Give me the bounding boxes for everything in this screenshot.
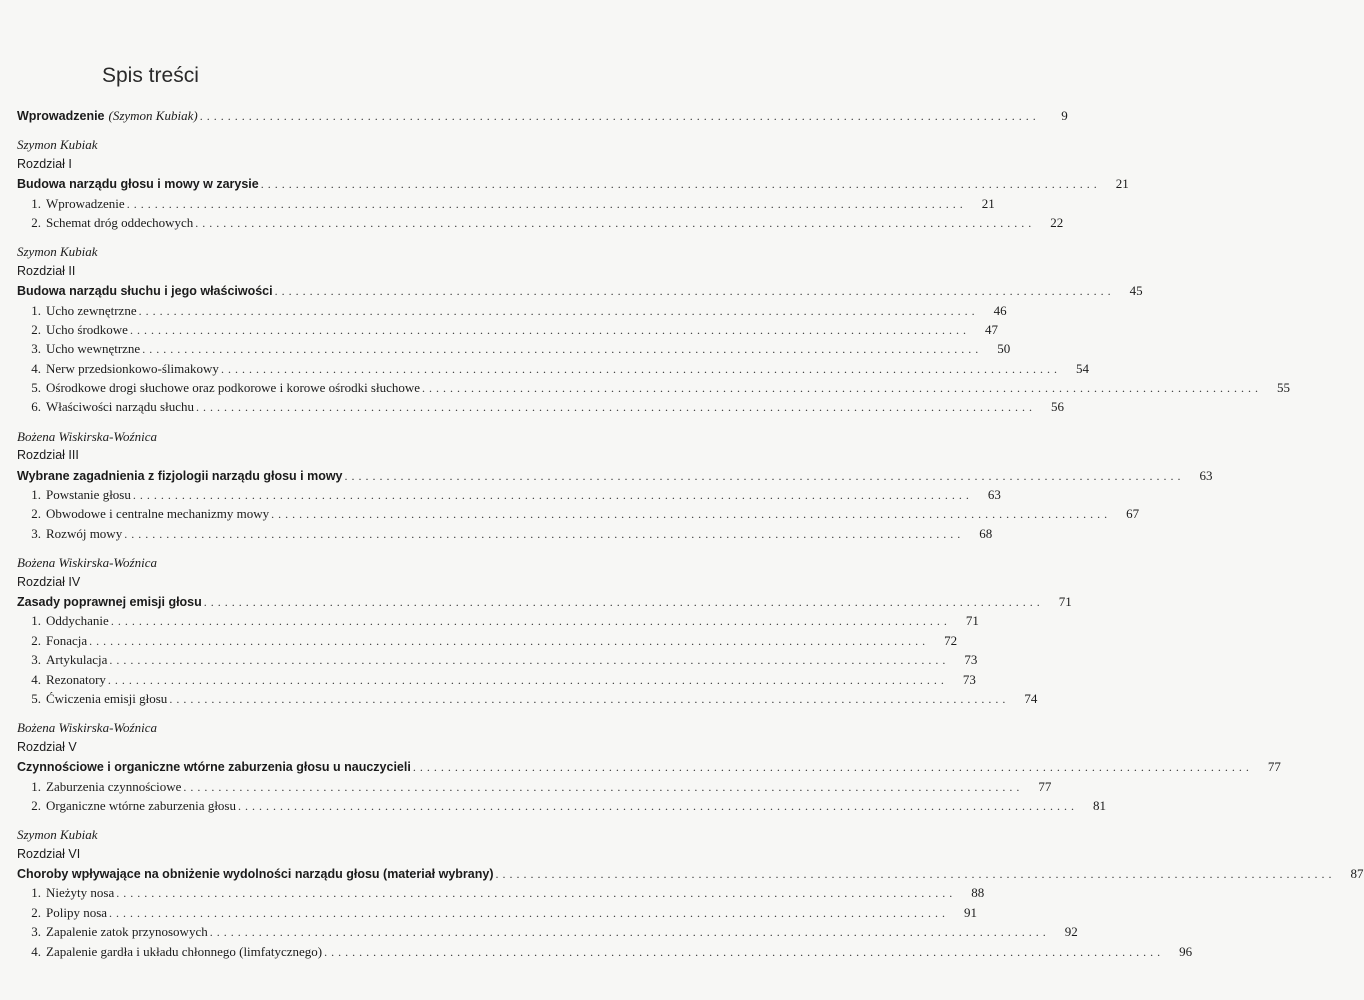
section-label bbox=[28, 301, 137, 320]
page-number: 54 bbox=[1075, 360, 1089, 376]
dot-leader: ........................................................................................................................ bbox=[169, 691, 1010, 706]
section-title: Powstanie głosu bbox=[46, 487, 131, 503]
section-number: 6. bbox=[31, 399, 41, 415]
page-number: 55 bbox=[1277, 380, 1291, 396]
section-entry[interactable] bbox=[17, 689, 1038, 708]
page-number: 71 bbox=[1058, 593, 1072, 609]
section-number: 4. bbox=[31, 671, 41, 687]
section-label bbox=[28, 378, 420, 397]
chapter-number: Rozdział V bbox=[17, 739, 77, 754]
dot-leader: ........................................................................................................................ bbox=[220, 361, 1061, 376]
chapter-title: Czynnościowe i organiczne wtórne zaburzenia głosu u nauczycieli bbox=[17, 760, 411, 775]
chapter-title-entry[interactable] bbox=[17, 592, 1072, 611]
section-title: Fonacja bbox=[46, 632, 88, 648]
section-title: Oddychanie bbox=[46, 613, 109, 629]
chapter-title-entry[interactable] bbox=[17, 466, 1213, 485]
section-number: 3. bbox=[31, 924, 41, 940]
section-title: Ćwiczenia emisji głosu bbox=[46, 690, 168, 706]
section-entry[interactable] bbox=[17, 611, 979, 630]
section-entry[interactable] bbox=[17, 504, 1140, 523]
section-label bbox=[28, 485, 131, 504]
dot-leader: ........................................................................................................................ bbox=[109, 653, 950, 668]
dot-leader: ........................................................................................................................ bbox=[238, 798, 1078, 813]
dot-leader: ........................................................................................................................ bbox=[271, 507, 1112, 522]
chapter-title-entry[interactable] bbox=[17, 281, 1143, 300]
dot-leader: ........................................................................................................................ bbox=[116, 886, 957, 901]
dot-leader: ........................................................................................................................ bbox=[324, 944, 1165, 959]
dot-leader: ........................................................................................................................ bbox=[142, 342, 983, 357]
section-title: Organiczne wtórne zaburzenia głosu bbox=[46, 797, 236, 813]
section-title: Polipy nosa bbox=[46, 904, 108, 920]
section-number: 2. bbox=[31, 214, 41, 230]
section-title: Rozwój mowy bbox=[46, 525, 123, 541]
page-number: 45 bbox=[1129, 283, 1143, 299]
page-number: 72 bbox=[944, 632, 958, 648]
section-number: 3. bbox=[31, 652, 41, 668]
chapter-title: Budowa narządu słuchu i jego właściwości bbox=[17, 284, 273, 299]
section-title: Ośrodkowe drogi słuchowe oraz podkorowe i korowe ośrodki słuchowe bbox=[46, 380, 421, 396]
dot-leader: ........................................................................................................................ bbox=[260, 177, 1101, 192]
dot-leader: ........................................................................................................................ bbox=[138, 303, 979, 318]
section-title: Rezonatory bbox=[46, 671, 106, 687]
dot-leader: ........................................................................................................................ bbox=[203, 594, 1044, 609]
section-entry[interactable] bbox=[17, 378, 1291, 397]
dot-leader: ........................................................................................................................ bbox=[274, 284, 1115, 299]
section-number: 1. bbox=[31, 778, 41, 794]
dot-leader: ........................................................................................................................ bbox=[89, 633, 930, 648]
page-number: 73 bbox=[964, 652, 978, 668]
section-label bbox=[28, 397, 194, 416]
page-number: 63 bbox=[1199, 467, 1213, 483]
section-number: 5. bbox=[31, 690, 41, 706]
dot-leader: ........................................................................................................................ bbox=[195, 215, 1036, 230]
section-number: 5. bbox=[31, 380, 41, 396]
section-title: Obwodowe i centralne mechanizmy mowy bbox=[46, 506, 270, 522]
page-number: 88 bbox=[971, 885, 985, 901]
dot-leader: ........................................................................................................................ bbox=[199, 109, 1040, 123]
section-entry[interactable] bbox=[17, 650, 978, 669]
dot-leader: ........................................................................................................................ bbox=[126, 196, 967, 211]
section-title: Właściwości narządu słuchu bbox=[46, 399, 195, 415]
section-title: Schemat dróg oddechowych bbox=[46, 214, 194, 230]
dot-leader: ........................................................................................................................ bbox=[344, 468, 1185, 483]
section-entry[interactable] bbox=[17, 320, 998, 339]
dot-leader: ........................................................................................................................ bbox=[110, 614, 951, 629]
page-number: 87 bbox=[1350, 866, 1364, 882]
section-label bbox=[28, 359, 219, 378]
section-entry[interactable] bbox=[17, 777, 1052, 796]
section-label bbox=[28, 689, 167, 708]
section-label bbox=[28, 611, 109, 630]
chapter-title: Zasady poprawnej emisji głosu bbox=[17, 594, 202, 609]
chapter-title-entry[interactable] bbox=[17, 757, 1281, 776]
section-number: 2. bbox=[31, 506, 41, 522]
section-title: Ucho środkowe bbox=[46, 321, 128, 337]
chapter-title: Wybrane zagadnienia z fizjologii narządu głosu i mowy bbox=[17, 468, 343, 483]
section-number: 2. bbox=[31, 797, 41, 813]
page-number: 73 bbox=[962, 671, 976, 687]
page-number: 21 bbox=[1115, 176, 1129, 192]
section-number: 1. bbox=[31, 613, 41, 629]
section-number: 4. bbox=[31, 360, 41, 376]
section-label bbox=[28, 942, 322, 961]
page-number: 22 bbox=[1050, 214, 1064, 230]
section-entry[interactable] bbox=[17, 903, 978, 922]
section-label bbox=[28, 524, 122, 543]
page-number: 91 bbox=[964, 904, 978, 920]
page-number: 74 bbox=[1024, 690, 1038, 706]
section-label bbox=[28, 631, 87, 650]
section-entry[interactable] bbox=[17, 631, 958, 650]
section-entry[interactable] bbox=[17, 301, 1007, 320]
section-number: 1. bbox=[31, 302, 41, 318]
chapter-number: Rozdział II bbox=[17, 263, 76, 278]
section-entry[interactable] bbox=[17, 397, 1065, 416]
chapter-number: Rozdział IV bbox=[17, 574, 81, 589]
section-title: Ucho zewnętrzne bbox=[46, 302, 137, 318]
section-title: Ucho wewnętrzne bbox=[46, 341, 141, 357]
section-title: Zapalenie gardła i układu chłonnego (limfatycznego) bbox=[46, 943, 323, 959]
section-label bbox=[28, 903, 107, 922]
page-number: 77 bbox=[1038, 778, 1052, 794]
toc-intro-entry[interactable] bbox=[17, 106, 1068, 125]
section-entry[interactable] bbox=[17, 670, 976, 689]
chapter-author: Bożena Wiskirska-Woźnica bbox=[17, 720, 157, 736]
section-title: Zaburzenia czynnościowe bbox=[46, 778, 182, 794]
chapter-author: Bożena Wiskirska-Woźnica bbox=[17, 428, 157, 444]
dot-leader: ........................................................................................................................ bbox=[422, 381, 1263, 396]
section-label bbox=[28, 670, 106, 689]
section-label bbox=[28, 883, 114, 902]
page-number: 92 bbox=[1064, 924, 1078, 940]
section-entry[interactable] bbox=[17, 524, 993, 543]
dot-leader: ........................................................................................................................ bbox=[107, 672, 948, 687]
section-title: Nieżyty nosa bbox=[46, 885, 115, 901]
chapter-author: Szymon Kubiak bbox=[17, 244, 98, 260]
section-label bbox=[28, 320, 128, 339]
chapter-author: Bożena Wiskirska-Woźnica bbox=[17, 555, 157, 571]
chapter-author: Szymon Kubiak bbox=[17, 137, 98, 153]
intro-author: (Szymon Kubiak) bbox=[108, 108, 198, 123]
chapter-title: Budowa narządu głosu i mowy w zarysie bbox=[17, 177, 259, 192]
chapter-author: Szymon Kubiak bbox=[17, 827, 98, 843]
section-entry[interactable] bbox=[17, 359, 1089, 378]
section-number: 1. bbox=[31, 487, 41, 503]
chapter-number: Rozdział I bbox=[17, 156, 72, 171]
page-number: 63 bbox=[987, 487, 1001, 503]
chapter-title: Choroby wpływające na obniżenie wydolności narządu głosu (materiał wybrany) bbox=[17, 867, 494, 882]
section-entry[interactable] bbox=[17, 942, 1193, 961]
section-number: 3. bbox=[31, 341, 41, 357]
section-entry[interactable] bbox=[17, 922, 1078, 941]
section-number: 2. bbox=[31, 904, 41, 920]
page-number: 67 bbox=[1126, 506, 1140, 522]
section-entry[interactable] bbox=[17, 485, 1001, 504]
dot-leader: ........................................................................................................................ bbox=[109, 905, 950, 920]
dot-leader: ........................................................................................................................ bbox=[124, 526, 965, 541]
dot-leader: ........................................................................................................................ bbox=[183, 779, 1024, 794]
page-number: 9 bbox=[1061, 108, 1068, 123]
dot-leader: ........................................................................................................................ bbox=[209, 925, 1050, 940]
page-number: 71 bbox=[965, 613, 979, 629]
section-entry[interactable] bbox=[17, 339, 1011, 358]
dot-leader: ........................................................................................................................ bbox=[132, 488, 973, 503]
chapter-title-entry[interactable] bbox=[17, 864, 1364, 883]
section-title: Wprowadzenie bbox=[46, 195, 125, 211]
page-number: 96 bbox=[1179, 943, 1193, 959]
section-entry[interactable] bbox=[17, 883, 985, 902]
section-number: 4. bbox=[31, 943, 41, 959]
section-number: 1. bbox=[31, 195, 41, 211]
section-label bbox=[28, 777, 181, 796]
section-title: Artykulacja bbox=[46, 652, 108, 668]
dot-leader: ........................................................................................................................ bbox=[196, 400, 1037, 415]
section-entry[interactable] bbox=[17, 213, 1064, 232]
dot-leader: ........................................................................................................................ bbox=[129, 322, 970, 337]
section-title: Zapalenie zatok przynosowych bbox=[46, 924, 208, 940]
page-number: 68 bbox=[979, 525, 993, 541]
section-label bbox=[28, 194, 125, 213]
page-number: 47 bbox=[984, 321, 998, 337]
section-number: 1. bbox=[31, 885, 41, 901]
section-entry[interactable] bbox=[17, 796, 1106, 815]
section-entry[interactable] bbox=[17, 194, 995, 213]
section-title: Nerw przedsionkowo-ślimakowy bbox=[46, 360, 219, 376]
page-title: Spis treści bbox=[102, 64, 199, 87]
chapter-number: Rozdział III bbox=[17, 448, 79, 463]
page-number: 21 bbox=[981, 195, 995, 211]
section-label bbox=[28, 213, 193, 232]
page-number: 77 bbox=[1267, 759, 1281, 775]
page-number: 50 bbox=[997, 341, 1011, 357]
section-label bbox=[28, 650, 107, 669]
intro-label: Wprowadzenie bbox=[17, 109, 105, 123]
section-number: 3. bbox=[31, 525, 41, 541]
page-number: 81 bbox=[1093, 797, 1106, 813]
section-label bbox=[28, 922, 208, 941]
section-label bbox=[28, 504, 269, 523]
chapter-number: Rozdział VI bbox=[17, 846, 81, 861]
page-number: 56 bbox=[1051, 399, 1065, 415]
page-number: 46 bbox=[993, 302, 1007, 318]
section-number: 2. bbox=[31, 632, 41, 648]
chapter-title-entry[interactable] bbox=[17, 174, 1129, 193]
section-number: 2. bbox=[31, 321, 41, 337]
dot-leader: ........................................................................................................................ bbox=[412, 760, 1253, 775]
section-label bbox=[28, 796, 236, 815]
dot-leader: ........................................................................................................................ bbox=[495, 867, 1336, 882]
table-of-contents bbox=[17, 106, 1364, 961]
section-label bbox=[28, 339, 140, 358]
